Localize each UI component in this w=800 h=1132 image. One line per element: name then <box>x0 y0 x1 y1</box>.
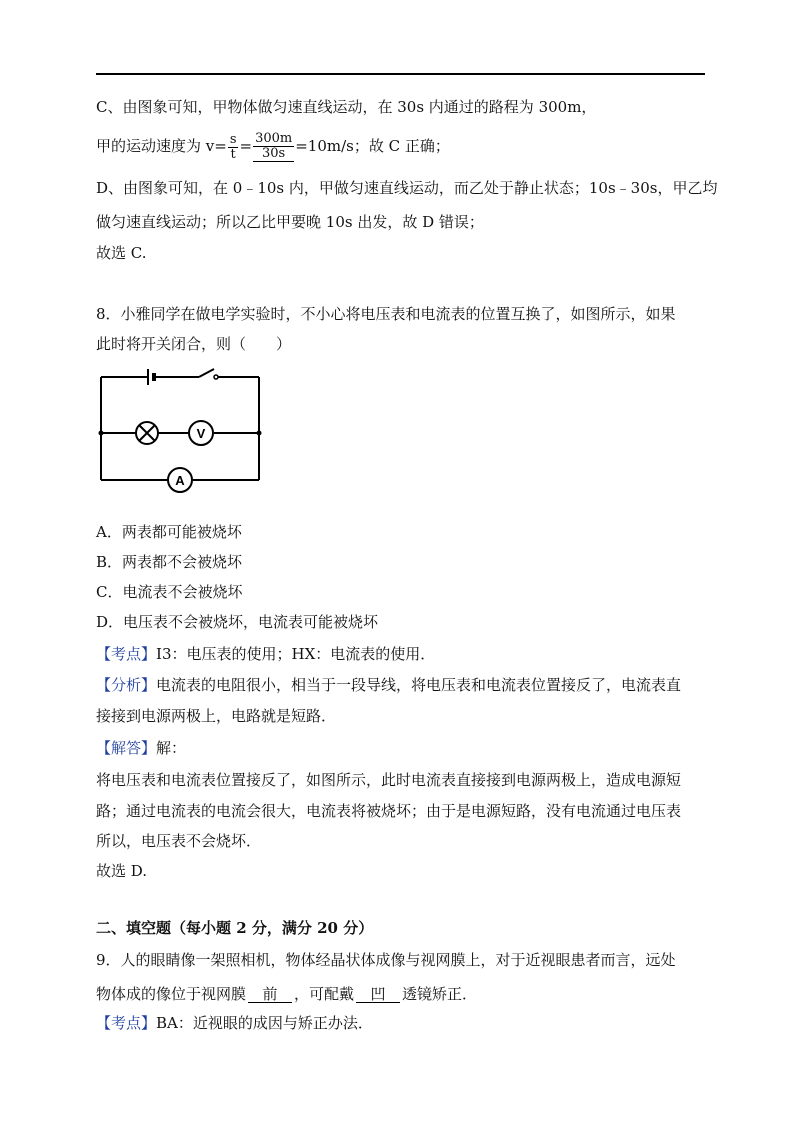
part-c-speed-line <box>96 132 450 162</box>
junction-left <box>99 431 104 436</box>
q8-stem-line1: 8．小雅同学在做电学实验时，不小心将电压表和电流表的位置互换了，如图所示，如果 <box>96 305 676 323</box>
q8-kaodian <box>96 644 435 664</box>
switch-contact <box>214 375 218 379</box>
frac1-numerator: s <box>229 131 237 147</box>
q8-option-a: A．两表都可能被烧坏 <box>96 523 242 541</box>
lamp-icon <box>136 422 158 444</box>
top-rule <box>96 73 705 75</box>
fraction-s-over-t <box>228 133 239 162</box>
q9-blank1-answer: 前 <box>248 986 292 1003</box>
fenxi-text1: 电流表的电阻很小，相当于一段导线，将电压表和电流表位置接反了，电流表直 <box>156 676 682 694</box>
part-d-line2: 做匀速直线运动；所以乙比甲要晚 10s 出发，故 D 错误； <box>96 213 484 231</box>
kaodian-text: I3：电压表的使用；HX：电流表的使用． <box>156 645 436 663</box>
q8-option-d: D．电压表不会被烧坏，电流表可能被烧坏 <box>96 613 379 631</box>
q8-answer: 故选 D. <box>96 862 148 880</box>
voltmeter-label: V <box>196 426 206 441</box>
part-c-line1: C、由图象可知，甲物体做匀速直线运动，在 30s 内通过的路程为 300m， <box>96 98 597 116</box>
section2-title: 二、填空题（每小题 2 分，满分 20 分） <box>96 919 374 937</box>
q9-kaodian-tag: 【考点】 <box>96 1014 157 1032</box>
fenxi-tag: 【分析】 <box>96 676 157 694</box>
q9-kaodian-text: BA：近视眼的成因与矫正办法． <box>156 1014 373 1032</box>
q9-stem-line1: 9．人的眼睛像一架照相机，物体经晶状体成像与视网膜上，对于近视眼患者而言，远处 <box>96 951 676 969</box>
q9-blank2-answer: 凹 <box>356 986 400 1003</box>
q8-solution-line2: 路；通过电流表的电流会很大，电流表将被烧坏；由于是电源短路，没有电流通过电压表 <box>96 802 682 820</box>
speed-suffix: =10m/s；故 C 正确； <box>295 137 450 155</box>
fraction-300m-over-30s <box>253 132 294 162</box>
ammeter-icon <box>168 468 192 492</box>
q8-solution-line1: 将电压表和电流表位置接反了，如图所示，此时电流表直接接到电源两极上，造成电源短 <box>96 771 682 789</box>
voltmeter-icon <box>189 421 213 445</box>
frac2-denominator: 30s <box>253 147 294 162</box>
switch-blade <box>199 369 214 377</box>
junction-right <box>257 431 262 436</box>
q9-stem2-c: 透镜矫正． <box>402 985 478 1003</box>
equals-sign: = <box>239 137 253 155</box>
q8-fenxi-line2: 接接到电源两极上，电路就是短路． <box>96 707 337 725</box>
jieda-tag: 【解答】 <box>96 739 157 757</box>
q8-fenxi-line1 <box>96 675 681 695</box>
ammeter-label: A <box>175 473 185 488</box>
q8-jieda <box>96 738 186 758</box>
frac2-numerator: 300m <box>255 131 293 146</box>
part-d-answer: 故选 C. <box>96 244 147 262</box>
circuit-diagram <box>96 367 266 495</box>
q8-solution-line3: 所以，电压表不会烧坏． <box>96 832 262 850</box>
q9-stem-line2 <box>96 984 477 1004</box>
part-d-line1: D、由图象可知，在 0﹣10s 内，甲做匀速直线运动，而乙处于静止状态；10s﹣30s，甲乙均 <box>96 179 718 197</box>
q8-option-c: C．电流表不会被烧坏 <box>96 583 243 601</box>
jieda-text: 解： <box>156 739 187 757</box>
speed-prefix: 甲的运动速度为 v= <box>96 137 227 155</box>
q8-option-b: B．两表都不会被烧坏 <box>96 553 243 571</box>
kaodian-tag: 【考点】 <box>96 645 157 663</box>
frac1-denominator: t <box>230 146 236 162</box>
q9-stem2-b: ，可配戴 <box>294 985 355 1003</box>
q9-kaodian <box>96 1013 373 1033</box>
q9-stem2-a: 物体成的像位于视网膜 <box>96 985 247 1003</box>
q8-stem-line2: 此时将开关闭合，则（ ） <box>96 335 292 353</box>
